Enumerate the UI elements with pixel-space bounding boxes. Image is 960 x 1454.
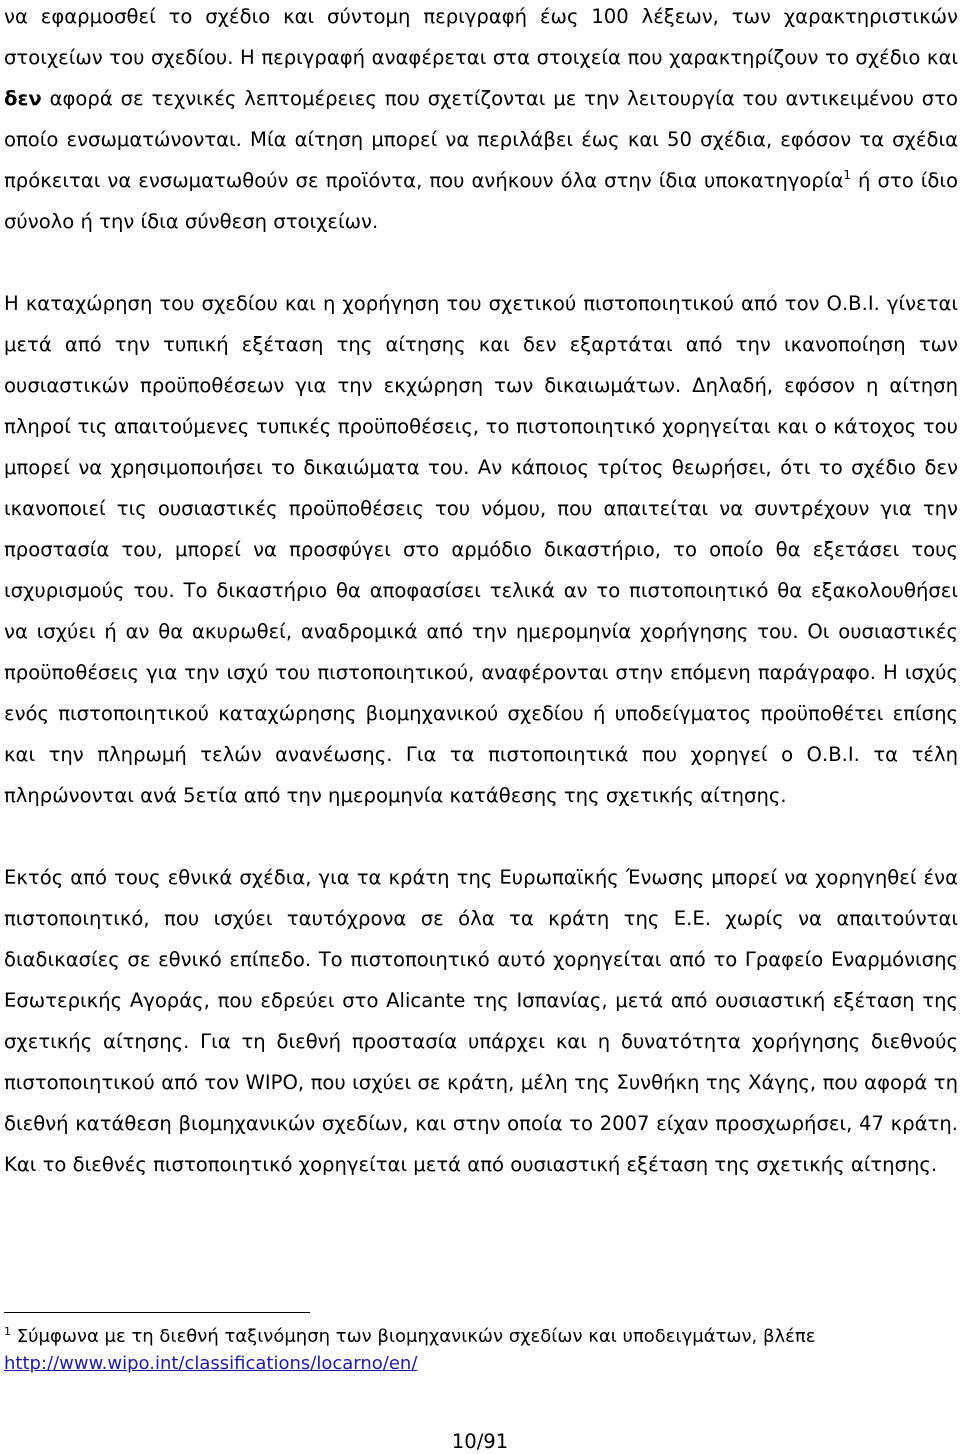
document-body	[4, 0, 958, 1185]
footnote	[4, 1323, 958, 1377]
footnote-text: Σύμφωνα με τη διεθνή ταξινόμηση των βιομηχανικών σχεδίων και υποδειγμάτων, βλέπε	[11, 1326, 816, 1347]
paragraph-eu-international: Εκτός από τους εθνικά σχέδια, για τα κράτη της Ευρωπαϊκής Ένωσης μπορεί να χορηγηθεί ένα πιστοποιητικό, που ισχύει ταυτόχρονα σε όλα τα κράτη της Ε.Ε. χωρίς να απαιτούνται διαδικασίες σε εθνικό επίπεδο. Το πιστοποιητικό αυτό χορηγείται από το Γραφείο Εναρμόνισης Εσωτερικής Αγοράς, που εδρεύει στο Alicante της Ισπανίας, μετά από ουσιαστική εξέταση της σχετικής αίτησης. Για τη διεθνή προστασία υπάρχει και η δυνατότητα χορήγησης διεθνούς πιστοποιητικού από τον WIPO, που ισχύει σε κράτη, μέλη της Συνθήκη της Χάγης, που αφορά τη διεθνή κατάθεση βιομηχανικών σχεδίων, και στην οποία το 2007 είχαν προσχωρήσει, 47 κράτη. Και το διεθνές πιστοποιητικό χορηγείται μετά από ουσιαστική εξέταση της σχετικής αίτησης.	[4, 866, 959, 1176]
footnote-separator	[4, 1312, 310, 1313]
footnote-marker: 1	[4, 1325, 11, 1338]
page-number: 10/91	[451, 1430, 509, 1453]
footnote-link[interactable]: http://www.wipo.int/classifications/locarno/en/	[4, 1353, 418, 1374]
paragraph-text: ή στο ίδιο σύνολο ή την ίδια σύνθεση στοιχείων.	[4, 169, 958, 233]
paragraph-design-description	[4, 0, 958, 242]
paragraph-text: να εφαρμοσθεί το σχέδιο και σύντομη περιγραφή έως 100 λέξεων, των χαρακτηριστικών στοιχείων του σχεδίου. Η περιγραφή αναφέρεται στα στοιχεία που χαρακτηρίζουν το σχέδιο και	[4, 5, 958, 69]
bold-emphasis: δεν	[4, 87, 42, 110]
paragraph-registration: Η καταχώρηση του σχεδίου και η χορήγηση του σχετικού πιστοποιητικού από τον Ο.Β.Ι. γίνεται μετά από την τυπική εξέταση της αίτησης και δεν εξαρτάται από την ικανοποίηση των ουσιαστικών προϋποθέσεων για την εκχώρηση των δικαιωμάτων. Δηλαδή, εφόσον η αίτηση πληροί τις απαιτούμενες τυπικές προϋποθέσεις, το πιστοποιητικό χορηγείται και ο κάτοχος του μπορεί να χρησιμοποιήσει το δικαιώματα του. Αν κάποιος τρίτος θεωρήσει, ότι το σχέδιο δεν ικανοποιεί τις ουσιαστικές προϋποθέσεις του νόμου, που απαιτείται να συντρέχουν για την προστασία του, μπορεί να προσφύγει στο αρμόδιο δικαστήριο, το οποίο θα εξετάσει τους ισχυρισμούς του. Το δικαστήριο θα αποφασίσει τελικά αν το πιστοποιητικό θα εξακολουθήσει να ισχύει ή αν θα ακυρωθεί, αναδρομικά από την ημερομηνία χορήγησης του. Οι ουσιαστικές προϋποθέσεις για την ισχύ του πιστοποιητικού, αναφέρονται στην επόμενη παράγραφο. Η ισχύς ενός πιστοποιητικού καταχώρησης βιομηχανικού σχεδίου ή υποδείγματος προϋποθέτει επίσης και την πληρωμή τελών ανανέωσης. Για τα πιστοποιητικά που χορηγεί ο Ο.Β.Ι. τα τέλη πληρώνονται ανά 5ετία από την ημερομηνία κατάθεσης της σχετικής αίτησης.	[4, 292, 958, 807]
footnote-reference[interactable]: 1	[843, 168, 852, 182]
paragraph-text: αφορά σε τεχνικές λεπτομέρειες που σχετίζονται με την λειτουργία του αντικειμένου στο οποίο ενσωματώνονται. Μία αίτηση μπορεί να περιλάβει έως και 50 σχέδια, εφόσον τα σχέδια πρόκειται να ενσωματωθούν σε προϊόντα, που ανήκουν όλα στην ίδια υποκατηγορία	[4, 87, 958, 192]
